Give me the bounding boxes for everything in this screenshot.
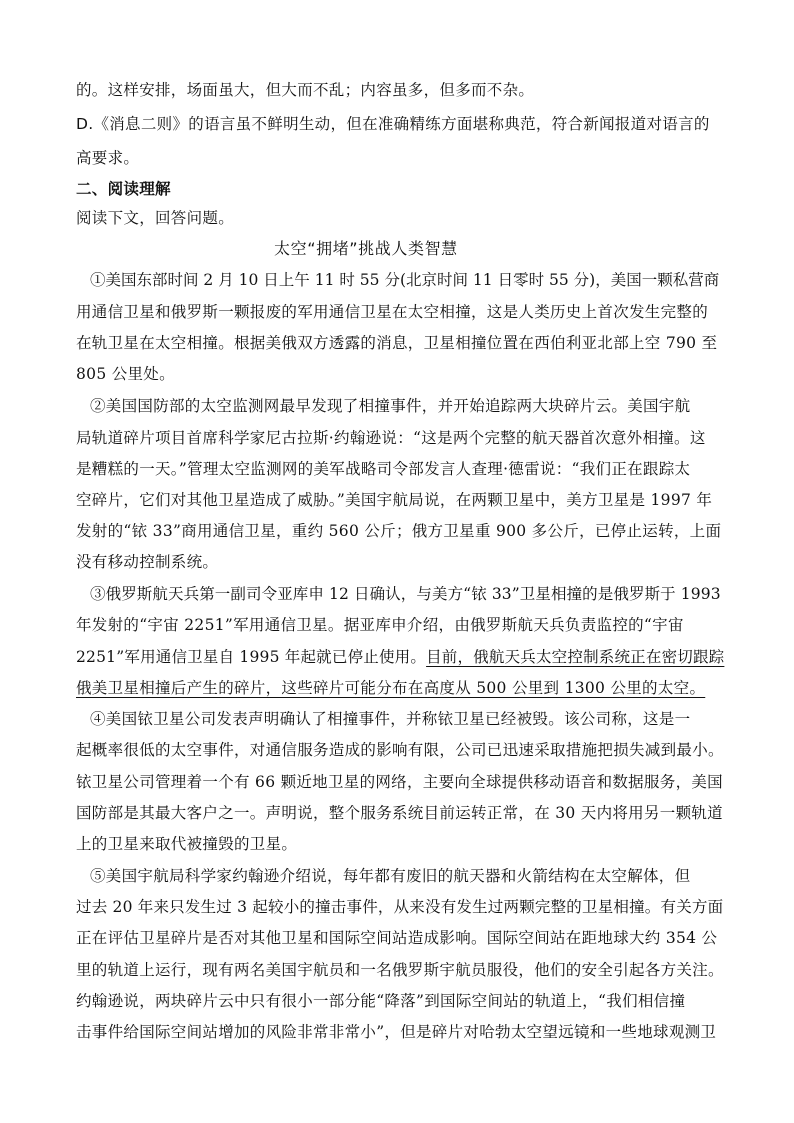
paragraph-line: 里的轨道上运行，现有两名美国宇航员和一名俄罗斯宇航员服役，他们的安全引起各方关注。 [76, 961, 724, 979]
paragraph-line: 在轨卫星在太空相撞。根据美俄双方透露的消息，卫星相撞位置在西伯利亚北部上空 790 至 [76, 334, 718, 352]
text-line: 的。这样安排，场面虽大，但大而不乱；内容虽多，但多而不杂。 [76, 81, 535, 99]
instruction-text: 阅读下文，回答问题。 [76, 209, 235, 227]
paragraph-line: 铱卫星公司管理着一个有 66 颗近地卫星的网络，主要向全球提供移动语音和数据服务，美国 [76, 773, 723, 791]
paragraph-line: ②美国国防部的太空监测网最早发现了相撞事件，并开始追踪两大块碎片云。美国宇航 [90, 397, 691, 415]
paragraph-line: ③俄罗斯航天兵第一副司令亚库申 12 日确认，与美方“铱 33”卫星相撞的是俄罗斯于 1993 [90, 585, 721, 603]
paragraph-line [76, 647, 724, 667]
paragraph-line: 约翰逊说，两块碎片云中只有很小一部分能“降落”到国际空间站的轨道上，“我们相信撞 [76, 992, 686, 1010]
paragraph-line: ⑤美国宇航局科学家约翰逊介绍说，每年都有废旧的航天器和火箭结构在太空解体，但 [90, 867, 691, 885]
article-title: 太空“拥堵”挑战人类智慧 [274, 239, 458, 258]
paragraph-line: 用通信卫星和俄罗斯一颗报废的军用通信卫星在太空相撞，这是人类历史上首次发生完整的 [76, 303, 709, 321]
paragraph-line: 局轨道碎片项目首席科学家尼古拉斯·约翰逊说：“这是两个完整的航天器首次意外相撞。这 [76, 429, 706, 447]
paragraph-line: 年发射的“宇宙 2251”军用通信卫星。据亚库申介绍，由俄罗斯航天兵负责监控的“宇宙 [76, 616, 684, 634]
section-heading: 二、阅读理解 [76, 180, 171, 198]
paragraph-line: 是糟糕的一天。”管理太空监测网的美军战略司令部发言人查理·德雷说：“我们正在跟踪太 [76, 460, 691, 478]
text-line: 高要求。 [76, 149, 140, 167]
paragraph-line: 正在评估卫星碎片是否对其他卫星和国际空间站造成影响。国际空间站在距地球大约 354 公 [76, 929, 718, 947]
underlined-text: 目前，俄航天兵太空控制系统正在密切跟踪 [426, 648, 725, 666]
paragraph-line: 没有移动控制系统。 [76, 553, 219, 571]
paragraph-line: 国防部是其最大客户之一。声明说，整个服务系统目前运转正常，在 30 天内将用另一颗轨道 [76, 804, 723, 822]
paragraph-line: ④美国铱卫星公司发表声明确认了相撞事件，并称铱卫星已经被毁。该公司称，这是一 [90, 710, 691, 728]
paragraph-line: 上的卫星来取代被撞毁的卫星。 [76, 835, 298, 853]
plain-text: 2251”军用通信卫星自 1995 年起就已停止使用。 [76, 648, 427, 666]
paragraph-line: ①美国东部时间 2 月 10 日上午 11 时 55 分(北京时间 11 日零时 55 分)，美国一颗私营商 [90, 271, 720, 289]
paragraph-line: 发射的“铱 33”商用通信卫星，重约 560 公斤；俄方卫星重 900 多公斤，已停止运转，上面 [76, 522, 722, 540]
paragraph-line: 起概率很低的太空事件，对通信服务造成的影响有限，公司已迅速采取措施把损失减到最小。 [76, 741, 724, 759]
paragraph-line: 击事件给国际空间站增加的风险非常非常小”，但是碎片对哈勃太空望远镜和一些地球观测卫 [76, 1023, 717, 1041]
paragraph-line: 805 公里处。 [76, 365, 175, 383]
paragraph-line: 空碎片，它们对其他卫星造成了威胁。”美国宇航局说，在两颗卫星中，美方卫星是 1997 年 [76, 491, 713, 509]
paragraph-line: 过去 20 年来只发生过 3 起较小的撞击事件，从来没有发生过两颗完整的卫星相撞。有关方面 [76, 898, 724, 916]
text-line: D.《消息二则》的语言虽不鲜明生动，但在准确精练方面堪称典范，符合新闻报道对语言的 [76, 115, 710, 133]
underlined-text: 俄美卫星相撞后产生的碎片，这些碎片可能分布在高度从 500 公里到 1300 公里的太空。 [76, 679, 706, 697]
